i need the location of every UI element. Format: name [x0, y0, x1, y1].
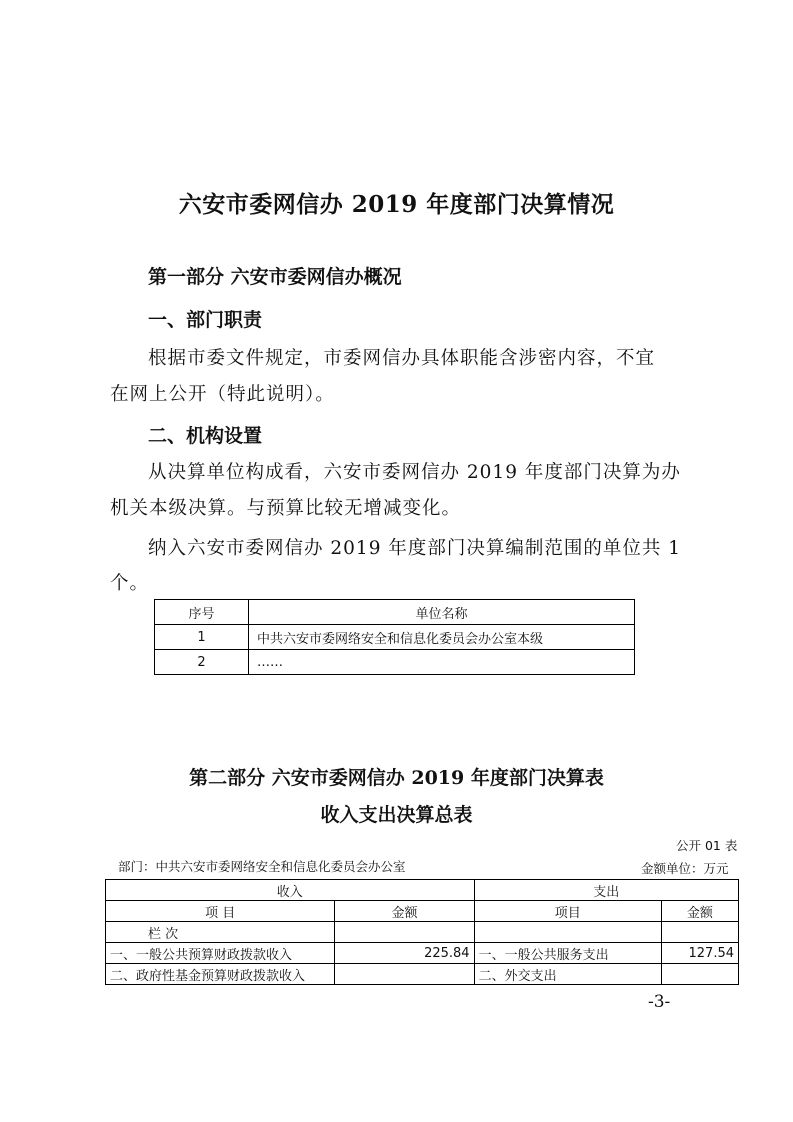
table-cell	[474, 922, 661, 943]
expense-item: 二、外交支出	[474, 964, 661, 985]
section1-paragraph-line2: 在网上公开（特此说明）。	[110, 384, 335, 405]
income-item: 二、政府性基金预算财政拨款收入	[106, 964, 335, 985]
table-cell	[661, 922, 738, 943]
table-row	[155, 650, 635, 675]
section2-paragraph1-line1: 从决算单位构成看，六安市委网信办 2019 年度部门决算为办	[148, 462, 681, 483]
section2-heading: 二、机构设置	[148, 425, 263, 447]
income-expense-table	[105, 879, 739, 985]
form-number: 公开 01 表	[676, 838, 738, 853]
section2-paragraph2-line2: 个。	[110, 573, 150, 594]
income-group-header: 收入	[106, 880, 475, 901]
section1-heading: 一、部门职责	[148, 309, 263, 331]
column-header-row	[106, 901, 739, 922]
table-cell	[335, 922, 474, 943]
header-index: 序号	[155, 600, 249, 625]
table-header-row	[155, 600, 635, 625]
table-row	[155, 625, 635, 650]
expense-item-header: 项目	[474, 901, 661, 922]
income-item: 一、一般公共预算财政拨款收入	[106, 943, 335, 964]
group-header-row	[106, 880, 739, 901]
income-amount: 225.84	[335, 943, 474, 964]
income-amount	[335, 964, 474, 985]
table-subheading: 收入支出决算总表	[320, 804, 473, 826]
row-index: 2	[155, 650, 249, 675]
index-row	[106, 922, 739, 943]
expense-group-header: 支出	[474, 880, 738, 901]
expense-amount	[661, 964, 738, 985]
page-number: -3-	[648, 992, 671, 1012]
row-index: 1	[155, 625, 249, 650]
unit-table	[154, 599, 635, 675]
section2-paragraph2-line1: 纳入六安市委网信办 2019 年度部门决算编制范围的单位共 1	[148, 538, 681, 559]
row-unit-name: ……	[249, 650, 635, 675]
row-unit-name: 中共六安市委网络安全和信息化委员会办公室本级	[249, 625, 635, 650]
document-title: 六安市委网信办 2019 年度部门决算情况	[178, 191, 615, 218]
section1-paragraph-line1: 根据市委文件规定，市委网信办具体职能含涉密内容，不宜	[148, 348, 656, 369]
row-index-label: 栏 次	[106, 922, 335, 943]
expense-amount: 127.54	[661, 943, 738, 964]
expense-amount-header: 金额	[661, 901, 738, 922]
part1-heading: 第一部分 六安市委网信办概况	[148, 266, 402, 288]
header-unit-name: 单位名称	[249, 600, 635, 625]
income-amount-header: 金额	[335, 901, 474, 922]
amount-unit-label: 金额单位：万元	[641, 861, 729, 876]
income-item-header: 项 目	[106, 901, 335, 922]
expense-item: 一、一般公共服务支出	[474, 943, 661, 964]
part2-heading: 第二部分 六安市委网信办 2019 年度部门决算表	[189, 767, 604, 789]
section2-paragraph1-line2: 机关本级决算。与预算比较无增减变化。	[110, 498, 462, 519]
table-row	[106, 943, 739, 964]
table-row	[106, 964, 739, 985]
department-label: 部门：中共六安市委网络安全和信息化委员会办公室	[118, 859, 406, 874]
